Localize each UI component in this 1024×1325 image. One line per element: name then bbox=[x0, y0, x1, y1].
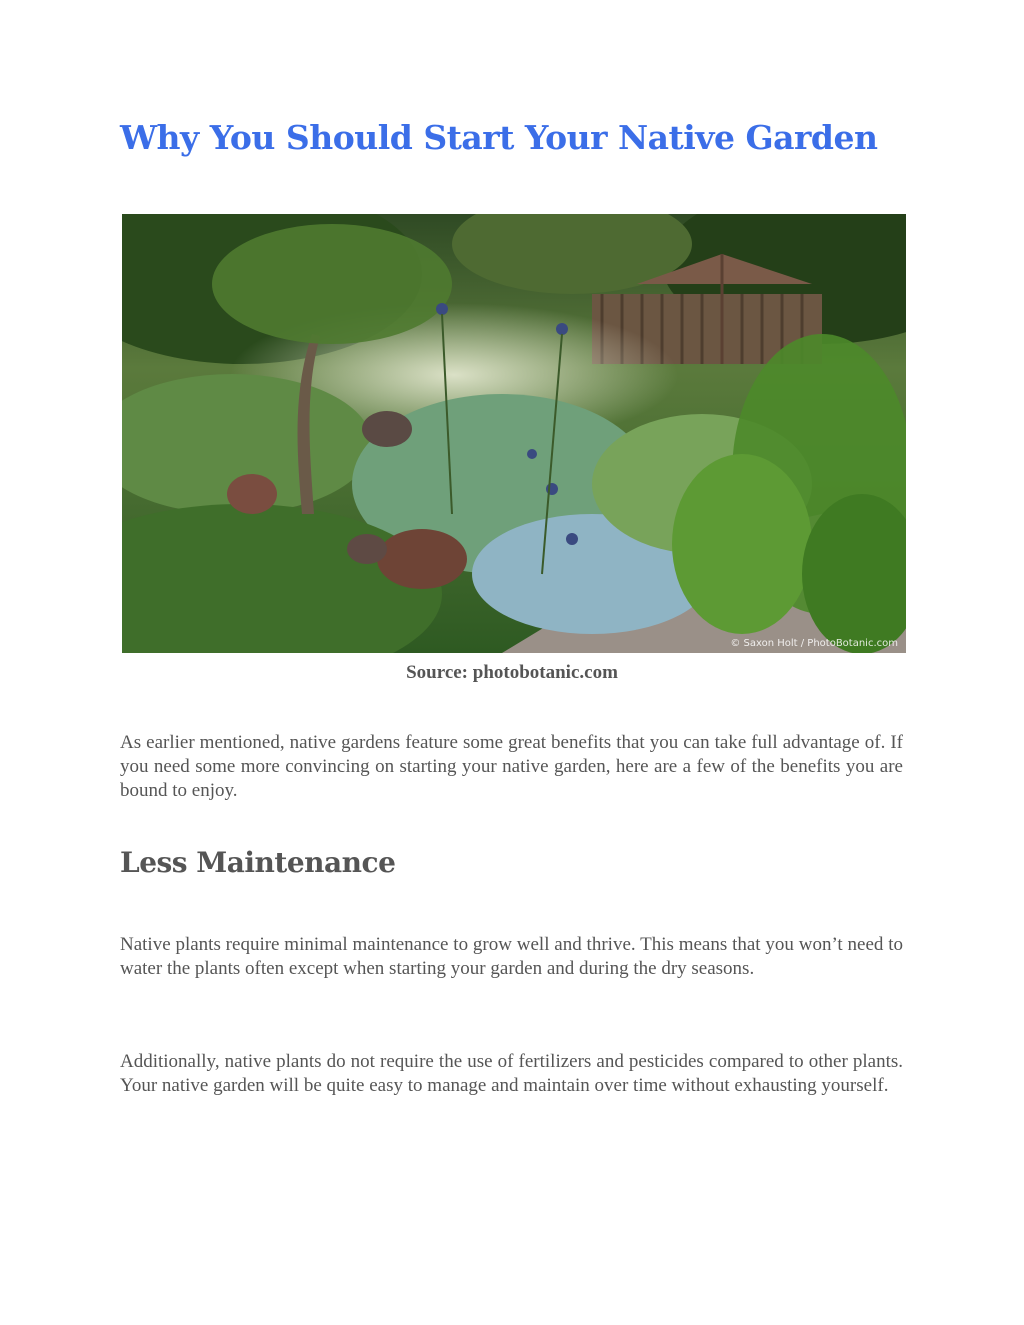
garden-illustration bbox=[122, 214, 906, 653]
image-caption: Source: photobotanic.com bbox=[406, 662, 618, 683]
intro-paragraph: As earlier mentioned, native gardens feature some great benefits that you can take full advantage of. If you need some more convincing on starting your native garden, here are a few of the benefits you are bound to enjoy. bbox=[120, 732, 903, 801]
photo-credit-watermark: © Saxon Holt / PhotoBotanic.com bbox=[730, 638, 898, 649]
section-heading: Less Maintenance bbox=[120, 846, 396, 879]
page-title: Why You Should Start Your Native Garden bbox=[120, 118, 878, 157]
body-paragraph: Native plants require minimal maintenance to grow well and thrive. This means that you won’t need to water the plants often except when starting your garden and during the dry seasons. bbox=[120, 934, 903, 979]
garden-photo bbox=[122, 214, 906, 653]
body-paragraph: Additionally, native plants do not require the use of fertilizers and pesticides compared to other plants. Your native garden will be quite easy to manage and maintain over time without exhausting yourself. bbox=[120, 1051, 903, 1096]
